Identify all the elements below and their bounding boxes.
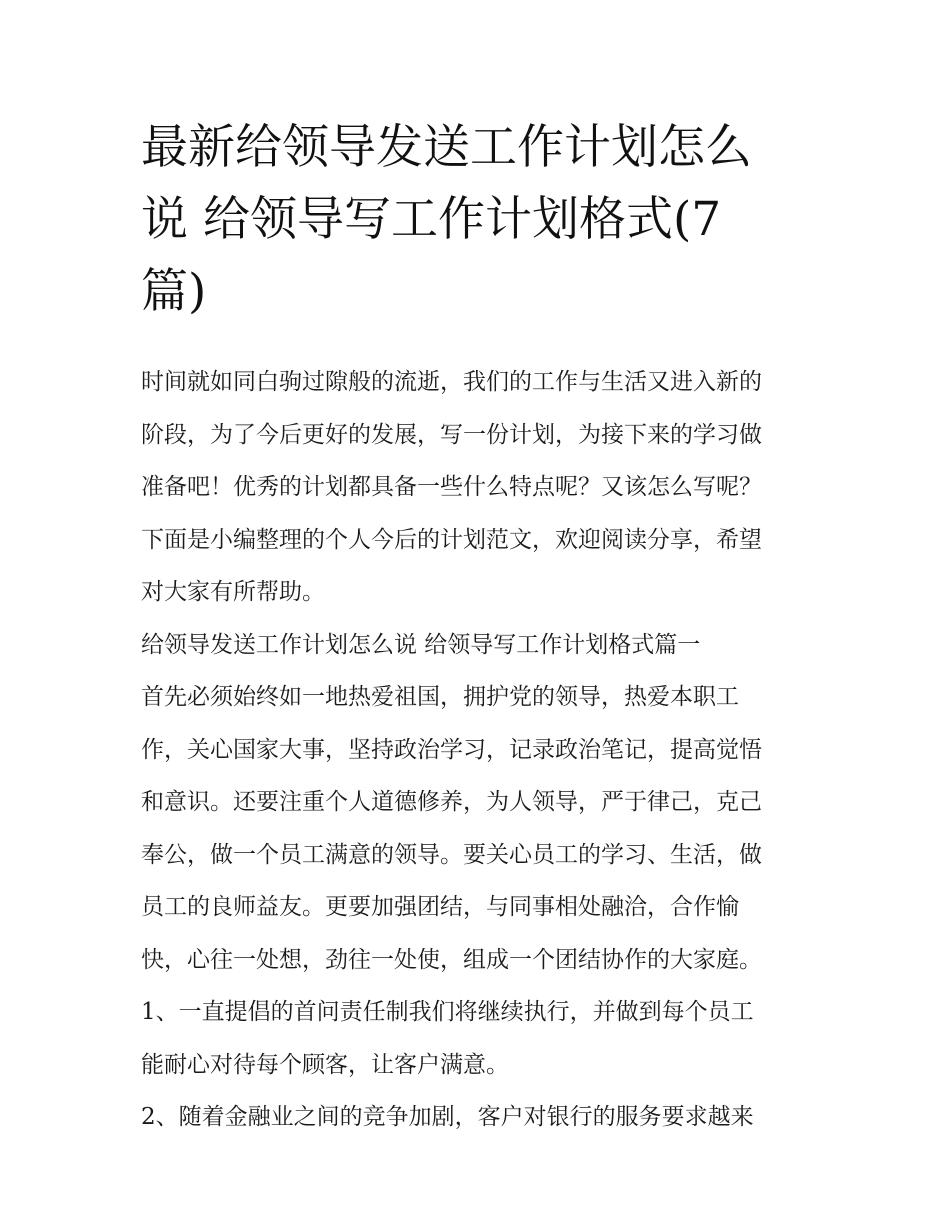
list-item-1 [141,986,821,1091]
text-line: 时间就如同白驹过隙般的流逝，我们的工作与生活又进入新的 [141,369,762,395]
text-line: 作，关心国家大事，坚持政治学习，记录政治笔记，提高觉悟 [141,736,762,763]
text-line: 阶段，为了今后更好的发展，写一份计划，为接下来的学习做 [141,421,762,448]
text-line: 员工的良师益友。更要加强团结，与同事相处融洽，合作愉 [141,894,739,920]
section-heading-text: 给领导发送工作计划怎么说 给领导写工作计划格式篇一 [141,631,701,658]
document-content [141,112,821,1144]
text-line: 1、一直提倡的首问责任制我们将继续执行，并做到每个员工 [141,999,754,1025]
intro-paragraph [141,356,821,619]
text-line: 快，心往一处想，劲往一处使，组成一个团结协作的大家庭。 [141,946,762,973]
title-line: 篇) [141,264,207,319]
document-title [141,112,821,328]
text-line: 奉公，做一个员工满意的领导。要关心员工的学习、生活，做 [141,841,762,868]
text-line: 下面是小编整理的个人今后的计划范文，欢迎阅读分享，希望 [141,526,762,553]
text-line: 准备吧！优秀的计划都具备一些什么特点呢？又该怎么写呢？ [141,474,762,500]
title-line: 最新给领导发送工作计划怎么 [141,120,752,175]
text-line: 和意识。还要注重个人道德修养，为人领导，严于律己，克己 [141,789,762,815]
document-body [141,356,821,1144]
section-paragraph [141,671,821,986]
text-line: 能耐心对待每个顾客，让客户满意。 [141,1051,509,1078]
section-heading [141,619,821,672]
text-line: 2、随着金融业之间的竞争加剧，客户对银行的服务要求越来 [141,1104,754,1130]
text-line: 对大家有所帮助。 [141,579,325,605]
title-line: 说 给领导写工作计划格式(7 [141,192,722,247]
text-line: 首先必须始终如一地热爱祖国，拥护党的领导，热爱本职工 [141,684,739,710]
list-item-2 [141,1091,821,1144]
